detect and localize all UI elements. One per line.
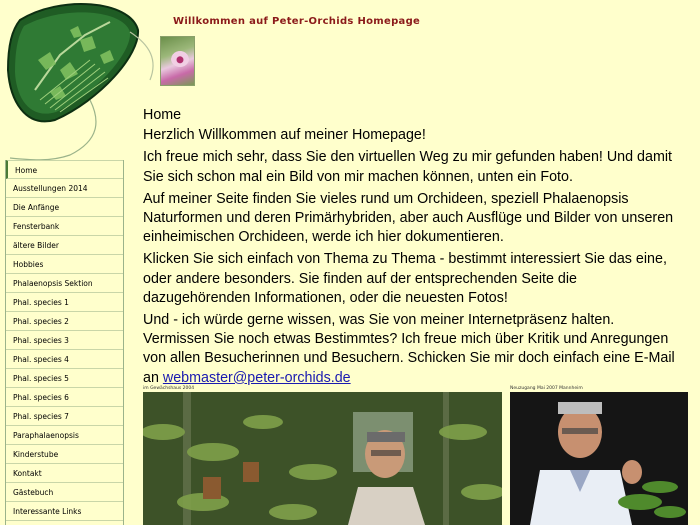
sidebar-nav [5, 160, 124, 525]
nav-item-paraphalaenopsis[interactable]: Paraphalaenopsis [6, 426, 123, 445]
nav-item-phalaenopsis-sektion[interactable]: Phalaenopsis Sektion [6, 274, 123, 293]
main-content [143, 106, 678, 391]
nav-item-phal-species-3[interactable]: Phal. species 3 [6, 331, 123, 350]
nav-item-die-anfaenge[interactable]: Die Anfänge [6, 198, 123, 217]
feedback-text: Und - ich würde gerne wissen, was Sie von meiner Internetpräsenz halten. Vermissen Sie noch etwas Bestimmtes? Ich freue mich über Kritik und Anregungen von allen Besucherinnen und Besuchern. Schicken Sie mir doch einfach eine E-Mail an [143, 312, 675, 386]
email-link[interactable]: webmaster@peter-orchids.de [162, 369, 351, 386]
feedback-paragraph [143, 311, 678, 388]
page-title: Home [143, 107, 182, 123]
photo-caption-1: im Gewächshaus 2004 [143, 386, 195, 391]
greenhouse-photo [143, 392, 502, 525]
nav-item-phal-species-4[interactable]: Phal. species 4 [6, 350, 123, 369]
nav-item-phal-species-6[interactable]: Phal. species 6 [6, 388, 123, 407]
site-header-title: Willkommen auf Peter-Orchids Homepage [173, 16, 421, 27]
nav-item-kontakt[interactable]: Kontakt [6, 464, 123, 483]
browse-paragraph: Klicken Sie sich einfach von Thema zu Thema - bestimmt interessiert Sie das eine, oder andere besonders. Sie finden auf der entsprechenden Seite die dazugehörenden Informationen, oder die neuesten Fotos! [143, 251, 667, 306]
orchids-paragraph: Auf meiner Seite finden Sie vieles rund um Orchideen, speziell Phalaenopsis Naturformen und deren Primärhybriden, aber auch Ausflüge und Bilder von unseren einheimischen Orchideen, werde ich hier dokumentieren. [143, 190, 674, 246]
photo-caption-2: Neuzugang Mai 2007 Mannheim [510, 386, 583, 391]
intro-paragraph: Ich freue mich sehr, dass Sie den virtuellen Weg zu mir gefunden haben! Und damit Sie sich schon mal ein Bild von mir machen können, unten ein Foto. [143, 149, 673, 185]
orchid-thumbnail [160, 36, 195, 86]
nav-item-kinderstube[interactable]: Kinderstube [6, 445, 123, 464]
nav-item-phal-species-7[interactable]: Phal. species 7 [6, 407, 123, 426]
nav-item-phal-species-2[interactable]: Phal. species 2 [6, 312, 123, 331]
nav-item-home[interactable]: Home [6, 160, 123, 179]
nav-item-phal-species-1[interactable]: Phal. species 1 [6, 293, 123, 312]
nav-item-interessante-links[interactable]: Interessante Links [6, 502, 123, 521]
welcome-heading: Herzlich Willkommen auf meiner Homepage! [143, 127, 426, 144]
nav-item-fensterbank[interactable]: Fensterbank [6, 217, 123, 236]
nav-item-phal-species-5[interactable]: Phal. species 5 [6, 369, 123, 388]
portrait-photo [510, 392, 688, 525]
nav-item-hobbies[interactable]: Hobbies [6, 255, 123, 274]
nav-item-aeltere-bilder[interactable]: ältere Bilder [6, 236, 123, 255]
nav-item-ausstellungen-2014[interactable]: Ausstellungen 2014 [6, 179, 123, 198]
nav-item-gaestebuch[interactable]: Gästebuch [6, 483, 123, 502]
